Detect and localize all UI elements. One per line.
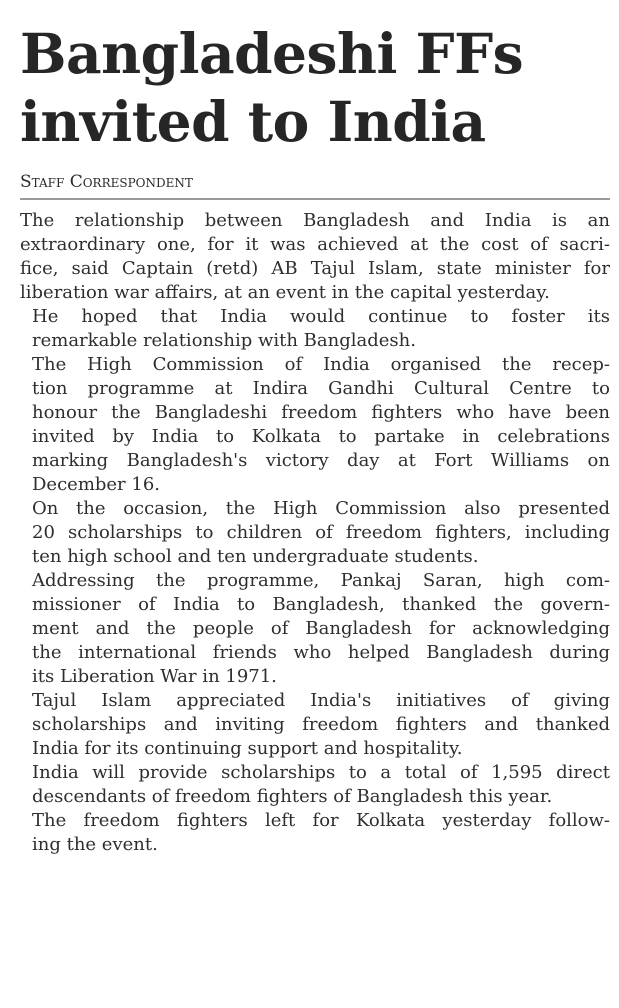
text-line: liberation war affairs, at an event in the capital yesterday. xyxy=(20,282,550,303)
text-line: India will provide scholarships to a total of 1,595 direct xyxy=(32,762,610,783)
text-line: The relationship between Bangladesh and India is an xyxy=(20,210,610,231)
text-line: scholarships and inviting freedom fighters and thanked xyxy=(32,714,610,735)
byline: Staff Correspondent xyxy=(20,172,610,200)
text-line: The High Commission of India organised the recep- xyxy=(32,354,610,375)
paragraph xyxy=(20,689,610,761)
text-line: December 16. xyxy=(32,474,161,495)
text-line: ment and the people of Bangladesh for acknowledging xyxy=(32,618,610,639)
text-line: 20 scholarships to children of freedom fighters, including xyxy=(32,522,610,543)
paragraph xyxy=(20,305,610,353)
text-line: its Liberation War in 1971. xyxy=(32,666,277,687)
text-line: honour the Bangladeshi freedom fighters who have been xyxy=(32,402,610,423)
paragraph xyxy=(20,353,610,497)
article-body xyxy=(20,209,610,857)
paragraph xyxy=(20,809,610,857)
text-line: Addressing the programme, Pankaj Saran, high com- xyxy=(32,570,610,591)
text-line: the international friends who helped Bangladesh during xyxy=(32,642,610,663)
text-line: descendants of freedom fighters of Bangladesh this year. xyxy=(32,786,553,807)
text-line: The freedom fighters left for Kolkata yesterday follow- xyxy=(32,810,610,831)
paragraph xyxy=(20,569,610,689)
text-line: fice, said Captain (retd) AB Tajul Islam, state minister for xyxy=(20,258,610,279)
text-line: ten high school and ten undergraduate students. xyxy=(32,546,479,567)
text-line: ing the event. xyxy=(32,834,158,855)
text-line: tion programme at Indira Gandhi Cultural Centre to xyxy=(32,378,610,399)
headline xyxy=(20,20,610,156)
headline-line-1: Bangladeshi FFs xyxy=(20,21,524,86)
paragraph xyxy=(20,209,610,305)
text-line: Tajul Islam appreciated India's initiatives of giving xyxy=(32,690,610,711)
text-line: missioner of India to Bangladesh, thanked the govern- xyxy=(32,594,610,615)
text-line: On the occasion, the High Commission also presented xyxy=(32,498,610,519)
text-line: India for its continuing support and hospitality. xyxy=(32,738,463,759)
paragraph xyxy=(20,497,610,569)
text-line: extraordinary one, for it was achieved at the cost of sacri- xyxy=(20,234,610,255)
text-line: He hoped that India would continue to foster its xyxy=(32,306,610,327)
news-article xyxy=(20,20,610,857)
text-line: marking Bangladesh's victory day at Fort Williams on xyxy=(32,450,610,471)
text-line: invited by India to Kolkata to partake in celebrations xyxy=(32,426,610,447)
paragraph xyxy=(20,761,610,809)
text-line: remarkable relationship with Bangladesh. xyxy=(32,330,416,351)
headline-line-2: invited to India xyxy=(20,89,486,154)
